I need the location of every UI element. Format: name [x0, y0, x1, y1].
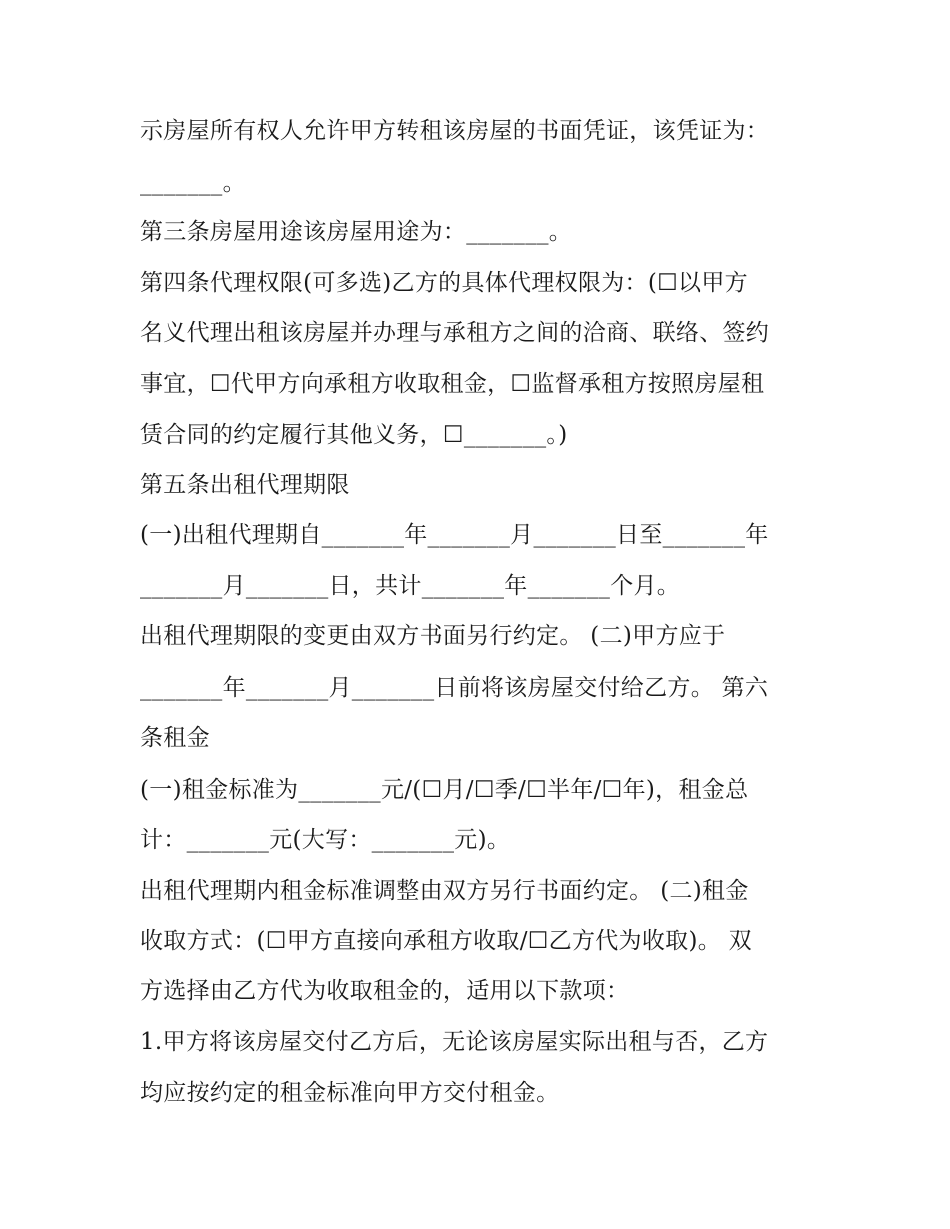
text-line: 均应按约定的租金标准向甲方交付租金。 — [140, 1080, 560, 1106]
text-line: 第五条出租代理期限 — [140, 472, 350, 498]
text-line: 出租代理期内租金标准调整由双方另行书面约定。 (二)租金 — [140, 878, 749, 904]
text-line: 名义代理出租该房屋并办理与承租方之间的洽商、联络、签约 — [140, 320, 770, 346]
text-line: 方选择由乙方代为收取租金的，适用以下款项： — [140, 978, 630, 1004]
text-line: 条租金 — [140, 725, 210, 751]
text-line: 示房屋所有权人允许甲方转租该房屋的书面凭证，该凭证为： — [140, 118, 770, 144]
text-line: 事宜，☐代甲方向承租方收取租金，☐监督承租方按照房屋租 — [140, 371, 765, 397]
text-line: 赁合同的约定履行其他义务，☐_______。) — [140, 422, 568, 448]
text-line: 1.甲方将该房屋交付乙方后，无论该房屋实际出租与否，乙方 — [140, 1029, 769, 1055]
text-line: (一)出租代理期自_______年_______月_______日至_______年 — [140, 522, 769, 548]
text-line: _______年_______月_______日前将该房屋交付给乙方。 第六 — [140, 675, 769, 701]
text-line: _______。 — [140, 170, 246, 196]
text-line: 计：_______元(大写：_______元)。 — [140, 827, 511, 853]
text-line: 第三条房屋用途该房屋用途为：_______。 — [140, 219, 573, 245]
text-line: _______月_______日，共计_______年_______个月。 — [140, 573, 681, 599]
text-line: 第四条代理权限(可多选)乙方的具体代理权限为：(☐以甲方 — [140, 270, 748, 296]
text-line: 出租代理期限的变更由双方书面另行约定。 (二)甲方应于 — [140, 623, 726, 649]
text-line: 收取方式：(☐甲方直接向承租方收取/☐乙方代为收取)。 双 — [140, 928, 752, 954]
text-line: (一)租金标准为_______元/(☐月/☐季/☐半年/☐年)，租金总 — [140, 777, 749, 803]
